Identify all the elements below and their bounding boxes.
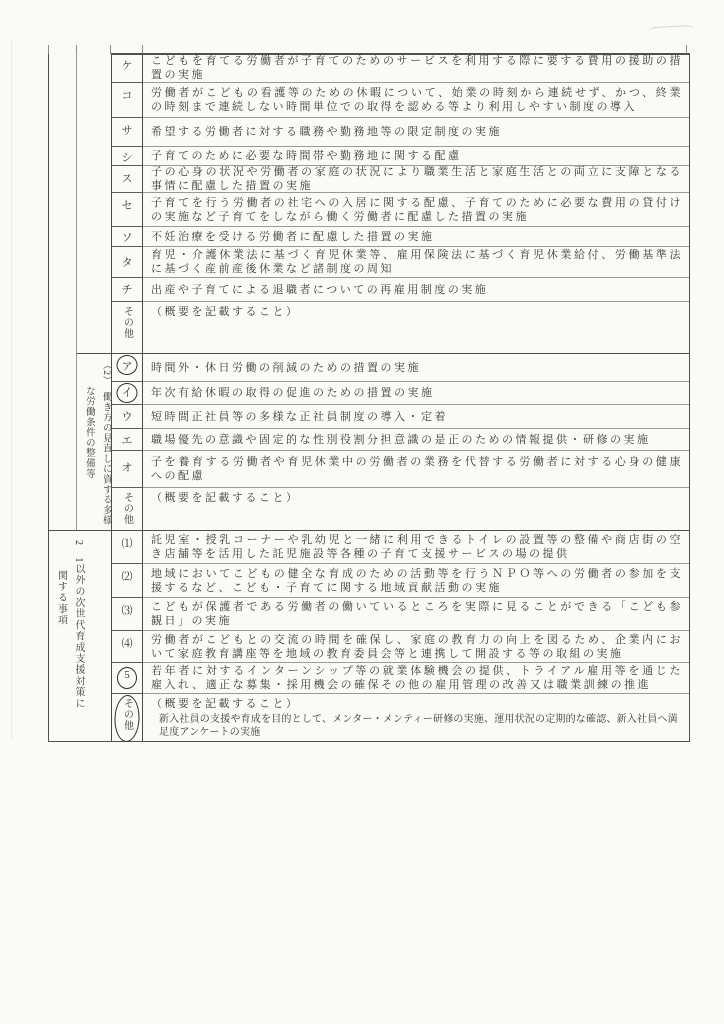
table-row: [111, 405, 689, 429]
row-content-cell: [143, 405, 689, 429]
row-content-cell: [143, 227, 689, 247]
row-content-cell: [143, 147, 689, 166]
section2-side-label: [77, 354, 111, 530]
row-label: その他: [121, 492, 133, 525]
row-content-cell: [143, 531, 689, 564]
row-label: タ: [121, 257, 133, 269]
row-content-cell: [143, 354, 689, 382]
row-label-cell: [111, 451, 143, 488]
table-row: [111, 429, 689, 451]
row-text: 地域においてこどもの健全な育成のための活動等を行うＮＰＯ等への労働者の参加を支援するなど、こども・子育てに関する地域貢献活動の実施: [151, 567, 683, 594]
row-content-cell: [143, 429, 689, 451]
row-label-cell: [111, 227, 143, 247]
row-label-cell: [111, 193, 143, 227]
table-row: [111, 227, 689, 247]
row-content-cell: [143, 451, 689, 488]
row-label-cell: [111, 382, 143, 405]
row-label: ウ: [121, 411, 133, 423]
row-text: 託児室・授乳コーナーや乳幼児と一緒に利用できるトイレの設置等の整備や商店街の空き店舗等を活用した託児施設等各種の子育て支援サービスの場の提供: [151, 534, 683, 560]
row-label-cell: [111, 598, 143, 631]
row-label: ケ: [121, 60, 133, 72]
row-content-cell: [143, 488, 689, 530]
filled-in-answer-text: 新入社員の支援や育成を目的として、メンター・メンティー研修の実施、運用状況の定期的な確認、新入社員へ満足度アンケートの実施: [159, 714, 678, 738]
row-label-cell: [111, 429, 143, 451]
row-label: ス: [121, 173, 133, 185]
row-label-cell: [111, 631, 143, 663]
row-content-cell: [143, 598, 689, 631]
row-label: エ: [121, 435, 133, 447]
table-row: [111, 147, 689, 166]
table-row: [111, 451, 689, 488]
table-row: [111, 564, 689, 598]
row-content-cell: [143, 694, 689, 742]
row-text: こどもを育てる労働者が子育てのためのサービスを利用する際に要する費用の援助の措置の実施: [151, 54, 683, 81]
row-label-cell: [111, 83, 143, 118]
table-row: [111, 247, 689, 278]
row-label: 5: [124, 669, 130, 681]
table-row: [111, 354, 689, 382]
row-label-cell: [111, 247, 143, 278]
section-2: [111, 353, 689, 530]
row-text: 短時間正社員等の多様な正社員制度の導入・定着: [151, 410, 448, 423]
row-label-cell: [111, 405, 143, 429]
row-text: 職場優先の意識や固定的な性別役割分担意識の是正のための情報提供・研修の実施: [151, 433, 651, 446]
left-outer-column-empty: [49, 53, 77, 530]
side-label-line: （2） 働き方の見直しに資する多様: [100, 360, 111, 526]
row-label-cell: [111, 488, 143, 530]
table-row: [111, 531, 689, 564]
row-text: 子を養育する労働者や育児休業中の労働者の業務を代替する労働者に対する心身の健康への配慮: [151, 456, 683, 482]
row-label: シ: [121, 152, 133, 164]
row-text: 労働者がこどもの看護等のための休暇について、始業の時刻から連続せず、かつ、終業の時刻まで連続しない時間単位での取得を認める等より利用しやすい制度の導入: [151, 87, 683, 113]
row-content-cell: [143, 118, 689, 147]
row-label: イ: [121, 387, 133, 399]
row-content-cell: [143, 631, 689, 663]
table-row: [111, 382, 689, 405]
side-label-line: 2 1以外の次世代育成支援対策に: [73, 540, 84, 710]
row-text: 労働者がこどもとの交流の時間を確保し、家庭の教育力の向上を図るため、企業内において家庭教育講座等を地域の教育委員会等と連携して開設する等の取組の実施: [151, 633, 683, 660]
row-text: （概要を記載すること）: [151, 306, 300, 318]
row-label: ⑵: [121, 571, 133, 583]
table-row: [111, 193, 689, 227]
row-text: （概要を記載すること）: [151, 698, 300, 710]
table-row: [111, 663, 689, 694]
row-label: セ: [121, 200, 133, 212]
row-content-cell: [143, 663, 689, 694]
row-label: ア: [121, 361, 133, 373]
row-label-cell: [111, 564, 143, 598]
row-content-cell: [143, 247, 689, 278]
row-label: コ: [121, 90, 133, 102]
row-label-cell: [111, 147, 143, 166]
table-row: [111, 302, 689, 353]
row-content-cell: [143, 166, 689, 193]
row-content-cell: [143, 193, 689, 227]
row-label: チ: [121, 284, 133, 296]
row-text: （概要を記載すること）: [151, 492, 300, 504]
row-label: ⑶: [121, 605, 133, 617]
page-edge-artifact: [11, 40, 12, 740]
section-3: [111, 530, 689, 742]
row-label-cell: [111, 531, 143, 564]
row-label: サ: [121, 125, 133, 137]
row-label: ソ: [121, 232, 133, 244]
row-label-cell: [111, 302, 143, 353]
row-label: その他: [121, 698, 133, 731]
form-table: [48, 53, 690, 742]
row-label-cell: [111, 118, 143, 147]
row-label-cell: [111, 166, 143, 193]
table-row: [111, 53, 689, 83]
row-text: 子の心身の状況や労働者の家庭の状況により職業生活と家庭生活との両立に支障となる事情に配慮した措置の実施: [151, 166, 683, 192]
row-label: ⑴: [121, 538, 133, 550]
row-label-cell: [111, 278, 143, 302]
section3-side-label-cell: [49, 530, 111, 742]
row-label-cell: [111, 354, 143, 382]
row-text: 子育てを行う労働者の社宅への入居に関する配慮、子育てのために必要な費用の貸付けの実施など子育てをしながら働く労働者に配慮した措置の実施: [151, 196, 683, 223]
table-row: [111, 118, 689, 147]
table-body: [111, 53, 689, 742]
row-content-cell: [143, 83, 689, 118]
row-text: 不妊治療を受ける労働者に配慮した措置の実施: [151, 230, 435, 243]
table-row: [111, 83, 689, 118]
row-text: こどもが保護者である労働者の働いているところを実際に見ることができる「こども参観日」の実施: [151, 601, 683, 627]
row-text: 年次有給休暇の取得の促進のための措置の実施: [151, 387, 435, 399]
section-1: [111, 53, 689, 353]
row-content-cell: [143, 53, 689, 83]
row-label-cell: [111, 694, 143, 742]
row-content-cell: [143, 564, 689, 598]
row-label: ⑷: [121, 638, 133, 650]
side-label-line: 関する事項: [55, 570, 67, 626]
row-text: 時間外・休日労働の削減のための措置の実施: [151, 361, 421, 374]
table-row: [111, 166, 689, 193]
table-row: [111, 694, 689, 742]
section3-side-label: [49, 531, 96, 742]
table-row: [111, 598, 689, 631]
row-label-cell: [111, 663, 143, 694]
row-text: 若年者に対するインターンシップ等の就業体験機会の提供、トライアル雇用等を通じた雇入れ、適正な募集・採用機会の確保その他の雇用管理の改善又は職業訓練の推進: [151, 665, 683, 691]
row-label-cell: [111, 53, 143, 83]
row-text: 希望する労働者に対する職務や勤務地等の限定制度の実施: [151, 126, 502, 138]
row-text: 出産や子育てによる退職者についての再雇用制度の実施: [151, 283, 489, 296]
row-content-cell: [143, 278, 689, 302]
side-label-line: な労働条件の整備等: [83, 386, 94, 479]
table-row: [111, 488, 689, 530]
pencil-mark: [648, 25, 694, 36]
row-text: 子育てのために必要な時間帯や勤務地に関する配慮: [151, 150, 462, 162]
table-row: [111, 278, 689, 302]
row-content-cell: [143, 302, 689, 353]
section2-side-label-cell: [77, 353, 111, 530]
table-row: [111, 631, 689, 663]
row-content-cell: [143, 382, 689, 405]
row-text: 育児・介護休業法に基づく育児休業等、雇用保険法に基づく育児休業給付、労働基準法に基づく産前産後休業など諸制度の周知: [151, 249, 683, 275]
row-label: オ: [121, 462, 133, 474]
row-label: その他: [121, 306, 133, 339]
